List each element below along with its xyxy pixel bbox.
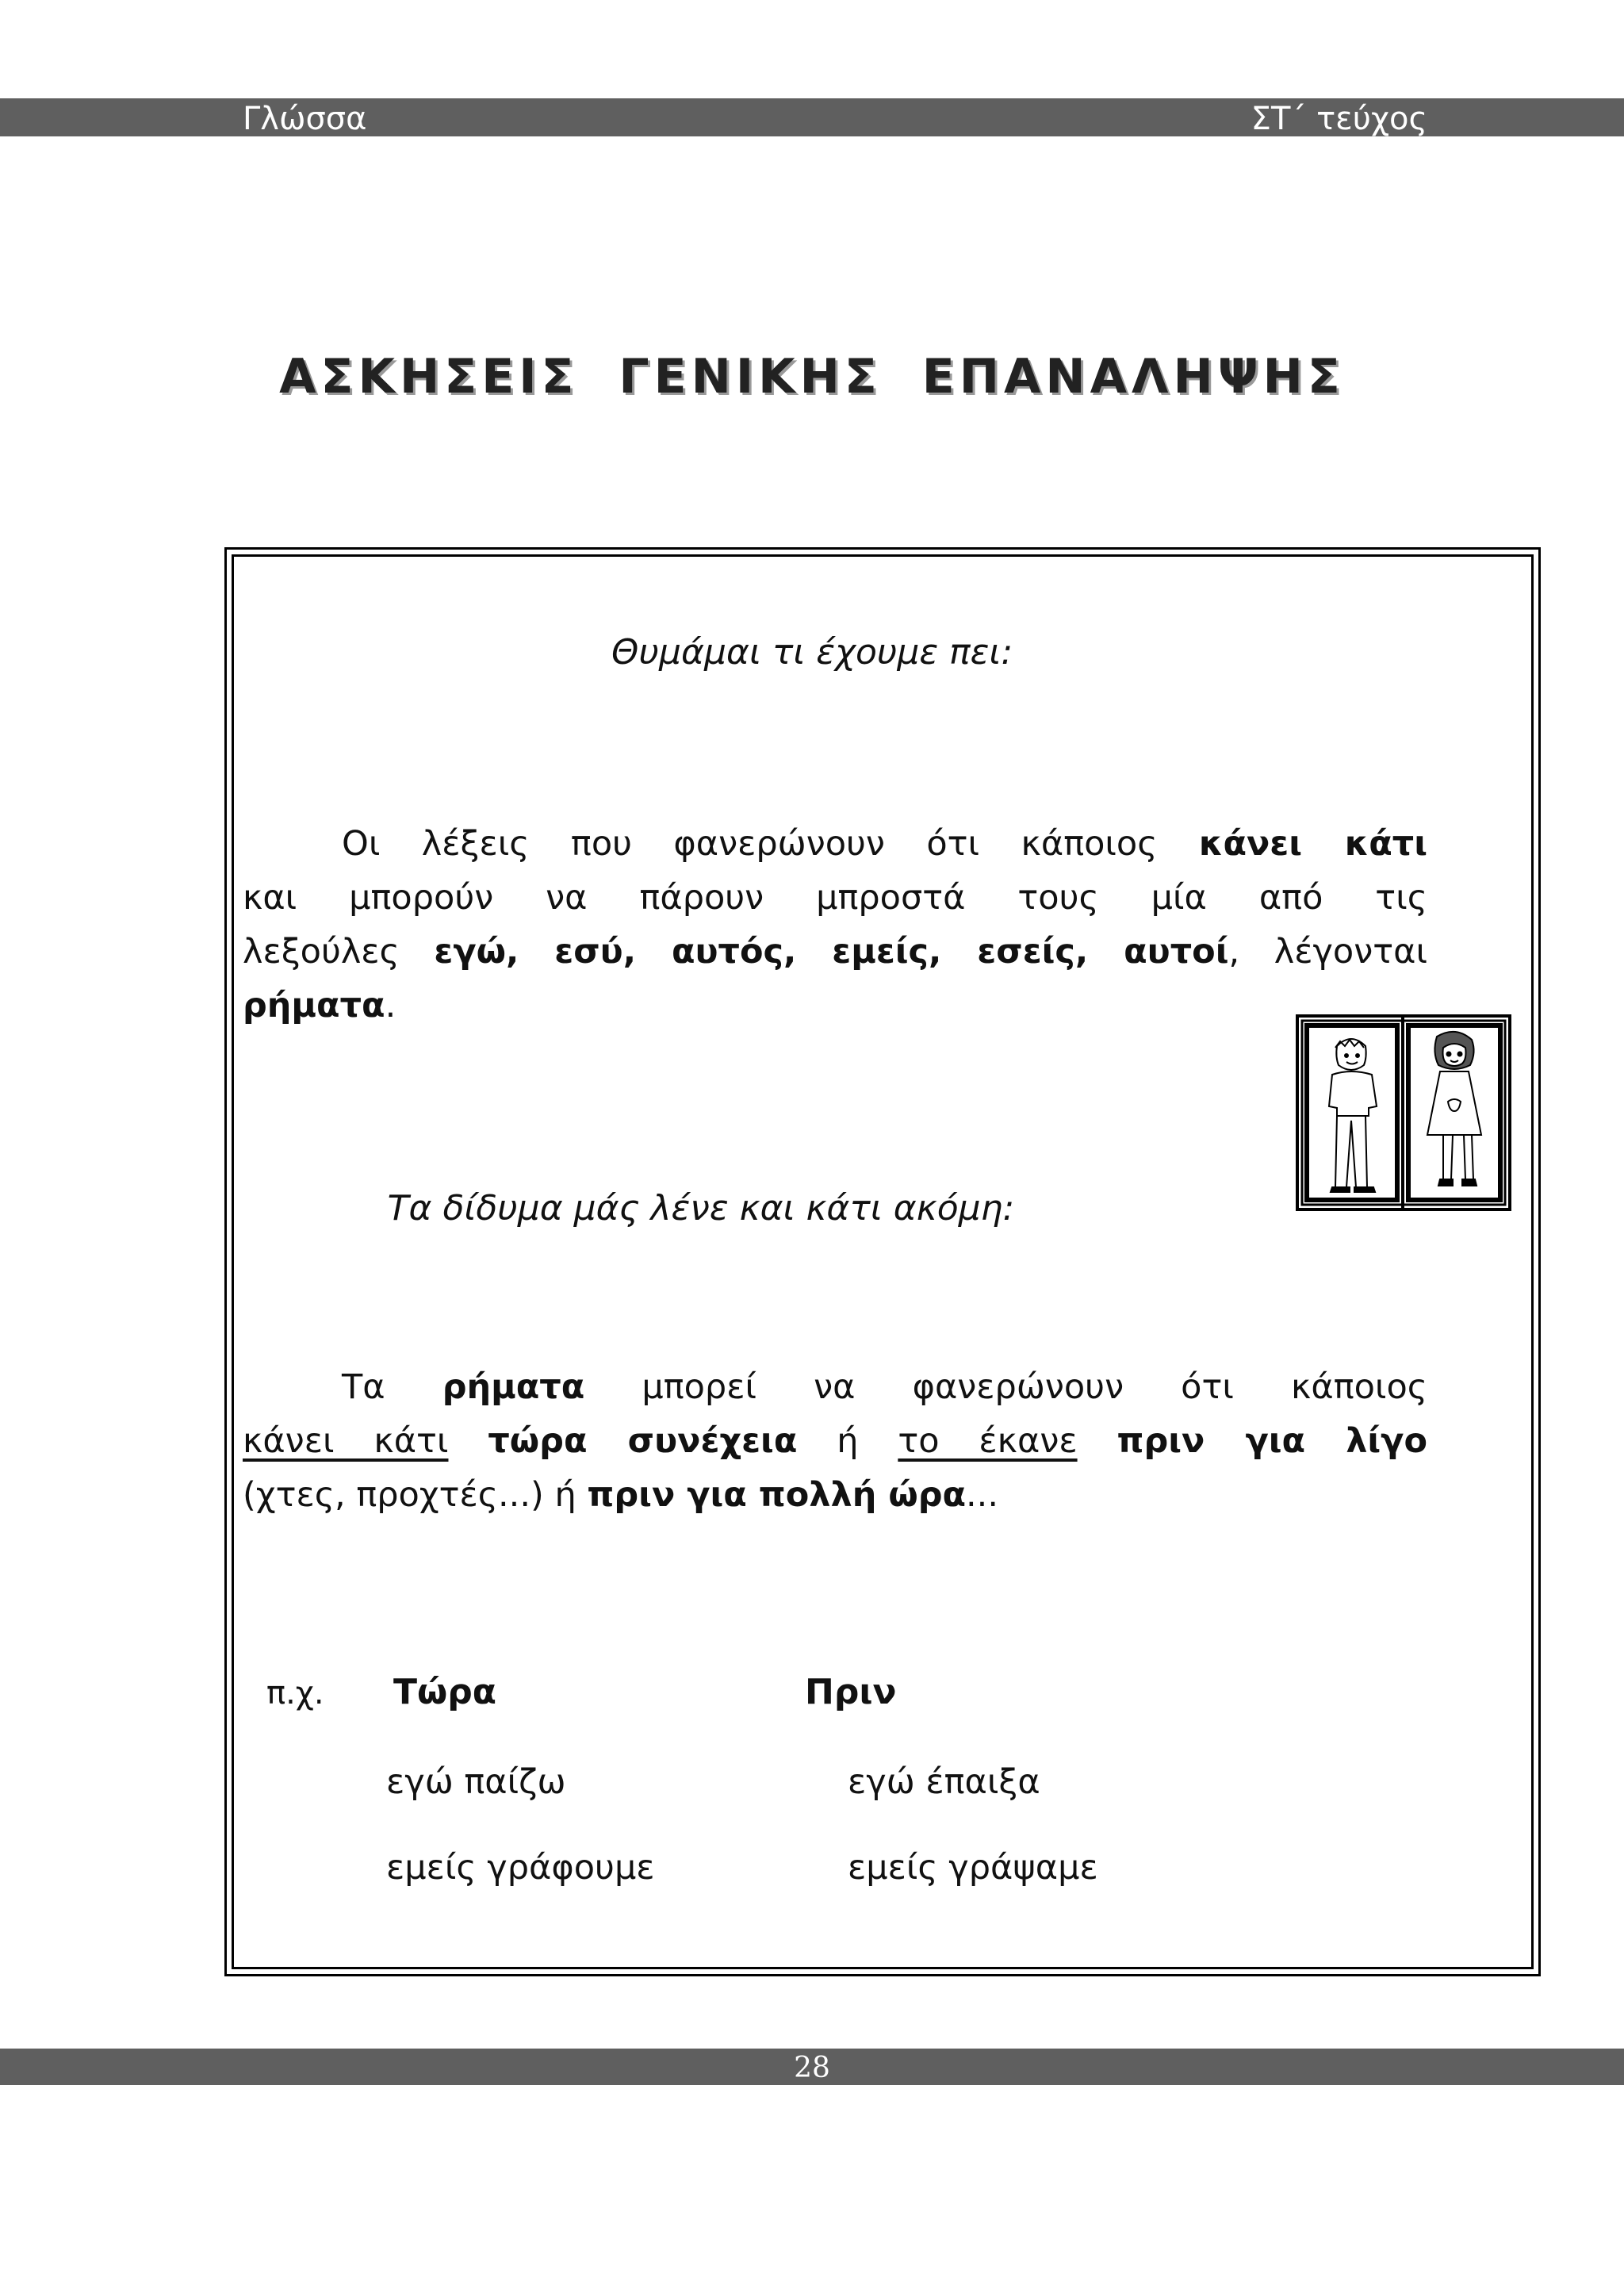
p1-text-2: και μπορούν να πάρουν μπροστά τους μία από τις bbox=[243, 878, 1427, 918]
p1-text-1: Οι λέξεις που φανερώνουν ότι κάποιος bbox=[342, 824, 1199, 864]
page-number: 28 bbox=[794, 2052, 830, 2084]
twins-picture bbox=[1296, 1014, 1511, 1211]
p2-text-4: (χτες, προχτές...) ή bbox=[243, 1475, 588, 1515]
now-column-header: Τώρα bbox=[393, 1672, 496, 1712]
header-volume: ΣΤ΄ τεύχος bbox=[1251, 101, 1427, 137]
p2-bold-2: τώρα συνέχεια bbox=[488, 1421, 798, 1461]
p2-bold-3: πριν για λίγο bbox=[1116, 1421, 1427, 1461]
p2-underline-2: το έκανε bbox=[898, 1421, 1078, 1461]
p2-underline-1: κάνει κάτι bbox=[243, 1421, 449, 1461]
example-now-2: εμείς γράφουμε bbox=[386, 1848, 655, 1888]
example-before-1: εγώ έπαιξα bbox=[848, 1762, 1040, 1802]
header-subject: Γλώσσα bbox=[243, 101, 367, 137]
example-now-1: εγώ παίζω bbox=[386, 1762, 566, 1802]
content-frame-inner bbox=[232, 554, 1534, 1969]
verb-definition-paragraph bbox=[243, 817, 1427, 1033]
p1-text-4: , λέγονται bbox=[1228, 932, 1428, 972]
p2-text-2: μπορεί να φανερώνουν ότι κάποιος bbox=[584, 1367, 1428, 1407]
twins-heading: Τα δίδυμα μάς λένε και κάτι ακόμη: bbox=[387, 1188, 1015, 1228]
p2-text-5: ... bbox=[966, 1475, 999, 1515]
before-column-header: Πριν bbox=[805, 1672, 897, 1712]
p2-bold-4: πριν για πολλή ώρα bbox=[587, 1475, 967, 1515]
p1-bold-1: κάνει κάτι bbox=[1198, 824, 1427, 864]
verb-tense-paragraph bbox=[243, 1360, 1427, 1522]
example-label: π.χ. bbox=[266, 1675, 324, 1711]
p1-text-3: λεξούλες bbox=[243, 932, 435, 972]
p2-bold-1: ρήματα bbox=[442, 1367, 585, 1407]
remember-heading: Θυμάμαι τι έχουμε πει: bbox=[611, 632, 1013, 673]
example-before-2: εμείς γράψαμε bbox=[848, 1848, 1098, 1888]
p2-text-3: ή bbox=[837, 1421, 859, 1461]
p1-bold-2: εγώ, εσύ, αυτός, εμείς, εσείς, αυτοί bbox=[434, 932, 1229, 972]
p1-bold-3: ρήματα bbox=[243, 986, 385, 1025]
p1-text-5: . bbox=[385, 986, 396, 1025]
page-title: ΑΣΚΗΣΕΙΣ ΓΕΝΙΚΗΣ ΕΠΑΝΑΛΗΨΗΣ bbox=[279, 349, 1345, 404]
p2-text-1: Τα bbox=[342, 1367, 442, 1407]
